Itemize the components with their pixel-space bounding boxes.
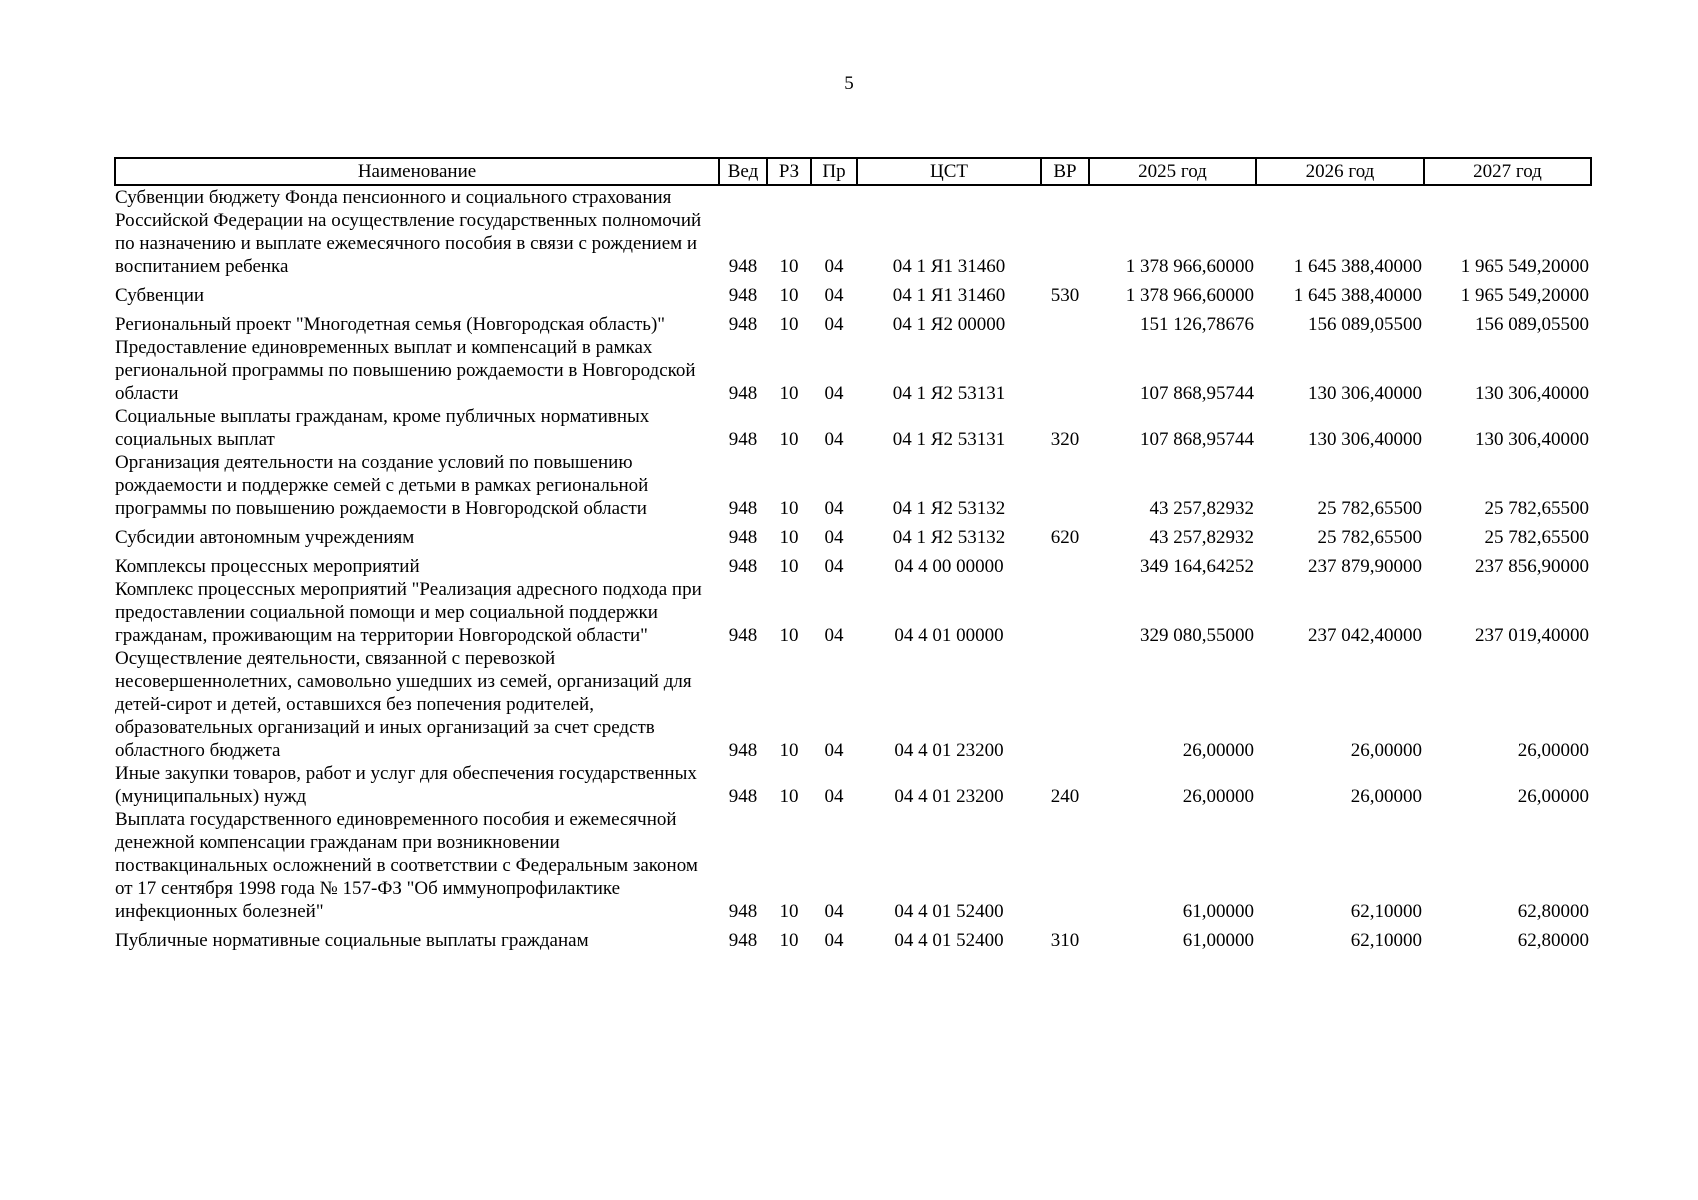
row-2025: 107 868,95744 <box>1140 383 1254 404</box>
row-vr: 530 <box>1050 285 1080 306</box>
row-name: Осуществление деятельности, связанной с перевозкой несовершеннолетних, самовольно ушедших из семей, организаций для детей-сирот и детей, оставшихся без попечения родителей, образовательных организаций и иных организаций за счет средств областного бюджета <box>115 648 692 761</box>
row-rz: 10 <box>779 383 799 404</box>
row-name: Субсидии автономным учреждениям <box>115 527 415 548</box>
row-2027: 237 019,40000 <box>1475 625 1589 646</box>
row-2025: 151 126,78676 <box>1140 314 1254 335</box>
row-name: Региональный проект "Многодетная семья (Новгородская область)" <box>115 314 666 335</box>
table-row <box>115 278 1591 307</box>
row-pr: 04 <box>824 786 844 807</box>
row-ved: 948 <box>728 740 758 761</box>
row-cst: 04 1 Я1 31460 <box>892 285 1006 306</box>
row-2025: 61,00000 <box>1182 901 1254 922</box>
row-pr: 04 <box>824 901 844 922</box>
table-row <box>115 185 1591 278</box>
row-2027: 26,00000 <box>1517 786 1589 807</box>
row-rz: 10 <box>779 625 799 646</box>
table-row <box>115 307 1591 336</box>
row-2025: 43 257,82932 <box>1149 498 1254 519</box>
row-2025: 107 868,95744 <box>1140 429 1254 450</box>
row-rz: 10 <box>779 429 799 450</box>
row-ved: 948 <box>728 527 758 548</box>
row-2025: 43 257,82932 <box>1149 527 1254 548</box>
header-2027: 2027 год <box>1424 158 1591 185</box>
row-cst: 04 4 01 23200 <box>894 740 1004 761</box>
row-vr <box>1041 549 1089 578</box>
row-cst: 04 4 00 00000 <box>894 556 1004 577</box>
row-pr: 04 <box>824 256 844 277</box>
row-ved: 948 <box>728 383 758 404</box>
row-cst: 04 4 01 52400 <box>894 930 1004 951</box>
row-2027: 1 965 549,20000 <box>1460 285 1589 306</box>
row-cst: 04 1 Я2 53131 <box>892 429 1006 450</box>
row-rz: 10 <box>779 901 799 922</box>
row-2025: 349 164,64252 <box>1140 556 1254 577</box>
row-name: Иные закупки товаров, работ и услуг для обеспечения государственных (муниципальных) нужд <box>115 763 697 807</box>
row-rz: 10 <box>779 740 799 761</box>
row-vr <box>1041 185 1089 278</box>
row-rz: 10 <box>779 556 799 577</box>
row-2026: 25 782,65500 <box>1317 498 1422 519</box>
row-vr: 320 <box>1050 429 1080 450</box>
header-pr: Пр <box>811 158 857 185</box>
table-row <box>115 808 1591 923</box>
row-rz: 10 <box>779 498 799 519</box>
row-ved: 948 <box>728 556 758 577</box>
row-name: Организация деятельности на создание условий по повышению рождаемости и поддержке семей с детьми в рамках региональной программы по повышению рождаемости в Новгородской области <box>115 452 649 519</box>
row-cst: 04 1 Я1 31460 <box>892 256 1006 277</box>
row-2027: 25 782,65500 <box>1484 498 1589 519</box>
row-2027: 237 856,90000 <box>1475 556 1589 577</box>
budget-table <box>114 157 1592 952</box>
row-name: Публичные нормативные социальные выплаты гражданам <box>115 930 589 951</box>
row-2026: 1 645 388,40000 <box>1293 285 1422 306</box>
table-row <box>115 578 1591 647</box>
row-rz: 10 <box>779 930 799 951</box>
header-ved: Вед <box>719 158 767 185</box>
row-ved: 948 <box>728 256 758 277</box>
row-name: Комплексы процессных мероприятий <box>115 556 420 577</box>
row-ved: 948 <box>728 625 758 646</box>
row-pr: 04 <box>824 383 844 404</box>
header-rz: РЗ <box>767 158 811 185</box>
row-cst: 04 1 Я2 53132 <box>892 527 1006 548</box>
row-rz: 10 <box>779 285 799 306</box>
row-vr <box>1041 336 1089 405</box>
row-name: Предоставление единовременных выплат и компенсаций в рамках региональной программы по повышению рождаемости в Новгородской области <box>115 337 696 404</box>
header-2026: 2026 год <box>1256 158 1424 185</box>
page-number: 5 <box>844 73 854 94</box>
row-2025: 26,00000 <box>1182 740 1254 761</box>
table-row <box>115 405 1591 451</box>
row-2026: 130 306,40000 <box>1308 429 1422 450</box>
row-vr <box>1041 647 1089 762</box>
row-vr: 240 <box>1050 786 1080 807</box>
row-pr: 04 <box>824 625 844 646</box>
row-vr: 310 <box>1050 930 1080 951</box>
row-name: Комплекс процессных мероприятий "Реализация адресного подхода при предоставлении социальной помощи и мер социальной поддержки гражданам, проживающим на территории Новгородской области" <box>115 579 702 646</box>
row-ved: 948 <box>728 498 758 519</box>
header-2025: 2025 год <box>1089 158 1256 185</box>
row-2027: 25 782,65500 <box>1484 527 1589 548</box>
row-vr <box>1041 451 1089 520</box>
table-row <box>115 336 1591 405</box>
row-2027: 156 089,05500 <box>1475 314 1589 335</box>
row-2025: 61,00000 <box>1182 930 1254 951</box>
row-2027: 26,00000 <box>1517 740 1589 761</box>
row-2026: 237 879,90000 <box>1308 556 1422 577</box>
row-cst: 04 4 01 00000 <box>894 625 1004 646</box>
row-2027: 62,80000 <box>1517 930 1589 951</box>
row-vr: 620 <box>1050 527 1080 548</box>
row-cst: 04 1 Я2 00000 <box>892 314 1006 335</box>
row-name: Субвенции <box>115 285 205 306</box>
table-row <box>115 549 1591 578</box>
row-pr: 04 <box>824 527 844 548</box>
row-2026: 130 306,40000 <box>1308 383 1422 404</box>
table-row <box>115 923 1591 952</box>
row-2025: 26,00000 <box>1182 786 1254 807</box>
row-cst: 04 4 01 23200 <box>894 786 1004 807</box>
row-pr: 04 <box>824 556 844 577</box>
row-ved: 948 <box>728 314 758 335</box>
row-2027: 130 306,40000 <box>1475 429 1589 450</box>
row-pr: 04 <box>824 285 844 306</box>
row-2025: 329 080,55000 <box>1140 625 1254 646</box>
row-ved: 948 <box>728 786 758 807</box>
row-pr: 04 <box>824 498 844 519</box>
row-2026: 1 645 388,40000 <box>1293 256 1422 277</box>
row-2026: 237 042,40000 <box>1308 625 1422 646</box>
row-name: Социальные выплаты гражданам, кроме публичных нормативных социальных выплат <box>115 406 650 450</box>
row-cst: 04 1 Я2 53131 <box>892 383 1006 404</box>
row-pr: 04 <box>824 429 844 450</box>
row-vr <box>1041 307 1089 336</box>
row-ved: 948 <box>728 285 758 306</box>
row-cst: 04 4 01 52400 <box>894 901 1004 922</box>
row-2026: 25 782,65500 <box>1317 527 1422 548</box>
row-pr: 04 <box>824 740 844 761</box>
row-name: Выплата государственного единовременного пособия и ежемесячной денежной компенсации гражданам при возникновении поствакцинальных осложнений в соответствии с Федеральным законом от 17 сентября 1998 года № 157-ФЗ "Об иммунопрофилактике инфекционных болезней" <box>115 809 698 922</box>
row-2026: 26,00000 <box>1350 786 1422 807</box>
budget-table-container <box>114 157 1590 952</box>
header-cst: ЦСТ <box>857 158 1041 185</box>
header-vr: ВР <box>1041 158 1089 185</box>
table-body <box>115 185 1591 952</box>
row-2027: 130 306,40000 <box>1475 383 1589 404</box>
row-pr: 04 <box>824 314 844 335</box>
row-2027: 62,80000 <box>1517 901 1589 922</box>
row-2025: 1 378 966,60000 <box>1125 256 1254 277</box>
row-rz: 10 <box>779 256 799 277</box>
row-2026: 156 089,05500 <box>1308 314 1422 335</box>
row-2026: 62,10000 <box>1350 930 1422 951</box>
row-vr <box>1041 578 1089 647</box>
row-rz: 10 <box>779 527 799 548</box>
table-header <box>115 158 1591 185</box>
row-ved: 948 <box>728 901 758 922</box>
table-row <box>115 451 1591 520</box>
row-pr: 04 <box>824 930 844 951</box>
row-name: Субвенции бюджету Фонда пенсионного и социального страхования Российской Федерации на осуществление государственных полномочий по назначению и выплате ежемесячного пособия в связи с рождением и воспитанием ребенка <box>115 187 702 277</box>
row-2025: 1 378 966,60000 <box>1125 285 1254 306</box>
table-row <box>115 762 1591 808</box>
row-2027: 1 965 549,20000 <box>1460 256 1589 277</box>
table-row <box>115 647 1591 762</box>
table-row <box>115 520 1591 549</box>
row-rz: 10 <box>779 314 799 335</box>
row-ved: 948 <box>728 429 758 450</box>
row-ved: 948 <box>728 930 758 951</box>
row-2026: 62,10000 <box>1350 901 1422 922</box>
row-2026: 26,00000 <box>1350 740 1422 761</box>
row-rz: 10 <box>779 786 799 807</box>
row-vr <box>1041 808 1089 923</box>
row-cst: 04 1 Я2 53132 <box>892 498 1006 519</box>
header-name: Наименование <box>115 158 719 185</box>
